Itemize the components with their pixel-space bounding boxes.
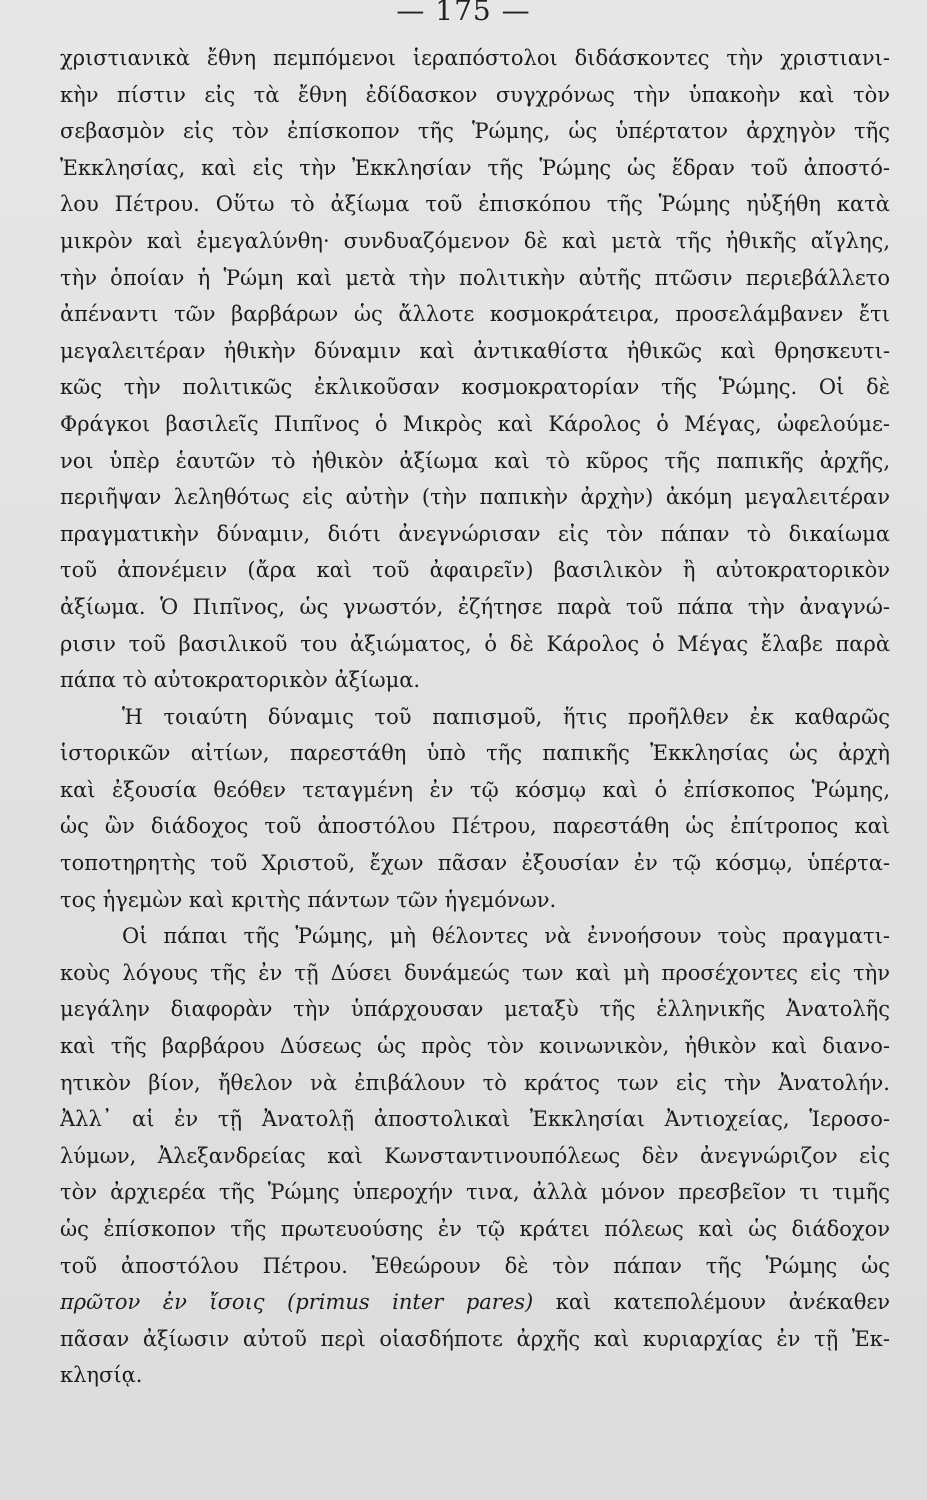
text-line: τὴν ὁποίαν ἡ Ῥώμη καὶ μετὰ τὴν πολιτικὴν αὐτῆς πτῶσιν περιεβάλλετο (60, 265, 890, 290)
text-line: Ἡ τοιαύτη δύναμις τοῦ παπισμοῦ, ἥτις προῆλθεν ἐκ καθαρῶς (122, 704, 890, 729)
text-line: καὶ ἐξουσία θεόθεν τεταγμένη ἐν τῷ κόσμῳ καὶ ὁ ἐπίσκοπος Ῥώμης, (60, 777, 890, 802)
text-line: πᾶσαν ἀξίωσιν αὐτοῦ περὶ οἱασδήποτε ἀρχῆς καὶ κυριαρχίας ἐν τῇ Ἐκ- (60, 1326, 890, 1351)
text-line: τοῦ ἀποστόλου Πέτρου. Ἐθεώρουν δὲ τὸν πάπαν τῆς Ῥώμης ὡς (60, 1253, 890, 1278)
text-line: ἱστορικῶν αἰτίων, παρεστάθη ὑπὸ τῆς παπικῆς Ἐκκλησίας ὡς ἀρχὴ (60, 741, 890, 766)
text-line: Φράγκοι βασιλεῖς Πιπῖνος ὁ Μικρὸς καὶ Κάρολος ὁ Μέγας, ὠφελούμε- (60, 411, 890, 436)
text-line: Οἱ πάπαι τῆς Ῥώμης, μὴ θέλοντες νὰ ἐννοήσουν τοὺς πραγματι- (122, 924, 890, 949)
text-line: Ἐκκλησίας, καὶ εἰς τὴν Ἐκκλησίαν τῆς Ῥώμης ὡς ἕδραν τοῦ ἀποστό- (60, 155, 890, 180)
text-line: τοῦ ἀπονέμειν (ἄρα καὶ τοῦ ἀφαιρεῖν) βασιλικὸν ἢ αὐτοκρατορικὸν (60, 558, 890, 583)
page-number: — 175 — (396, 0, 531, 27)
text-line: κὴν πίστιν εἰς τὰ ἔθνη ἐδίδασκον συγχρόνως τὴν ὑπακοὴν καὶ τὸν (60, 82, 890, 107)
text-line: μεγάλην διαφορὰν τὴν ὑπάρχουσαν μεταξὺ τῆς ἑλληνικῆς Ἀνατολῆς (60, 997, 890, 1022)
text-line: κῶς τὴν πολιτικῶς ἐκλικοῦσαν κοσμοκρατορίαν τῆς Ῥώμης. Οἱ δὲ (60, 375, 890, 400)
text-line: ρισιν τοῦ βασιλικοῦ του ἀξιώματος, ὁ δὲ Κάρολος ὁ Μέγας ἔλαβε παρὰ (60, 631, 890, 656)
text-line: τος ἡγεμὼν καὶ κριτὴς πάντων τῶν ἡγεμόνων. (60, 887, 557, 912)
text-line: λου Πέτρου. Οὕτω τὸ ἀξίωμα τοῦ ἐπισκόπου τῆς Ῥώμης ηὐξήθη κατὰ (60, 192, 890, 217)
text-line: πάπα τὸ αὐτοκρατορικὸν ἀξίωμα. (60, 668, 421, 693)
text-line: ἀξίωμα. Ὁ Πιπῖνος, ὡς γνωστόν, ἐζήτησε παρὰ τοῦ πάπα τὴν ἀναγνώ- (60, 594, 890, 619)
text-line: καὶ τῆς βαρβάρου Δύσεως ὡς πρὸς τὸν κοινωνικὸν, ἠθικὸν καὶ διανο- (60, 1034, 890, 1059)
text-line: Ἀλλ᾽ αἱ ἐν τῇ Ἀνατολῇ ἀποστολικαὶ Ἐκκλησίαι Ἀντιοχείας, Ἱεροσο- (60, 1107, 890, 1132)
text-line: τοποτηρητὴς τοῦ Χριστοῦ, ἔχων πᾶσαν ἐξουσίαν ἐν τῷ κόσμῳ, ὑπέρτα- (60, 851, 890, 876)
text-line: τὸν ἀρχιερέα τῆς Ῥώμης ὑπεροχήν τινα, ἀλλὰ μόνον πρεσβεῖον τι τιμῆς (60, 1180, 890, 1205)
text-line: σεβασμὸν εἰς τὸν ἐπίσκοπον τῆς Ῥώμης, ὡς ὑπέρτατον ἀρχηγὸν τῆς (60, 119, 890, 144)
text-line: ὡς ὢν διάδοχος τοῦ ἀποστόλου Πέτρου, παρεστάθη ὡς ἐπίτροπος καὶ (60, 814, 890, 839)
text-line: πραγματικὴν δύναμιν, διότι ἀνεγνώρισαν εἰς τὸν πάπαν τὸ δικαίωμα (60, 521, 890, 546)
text-line: νοι ὑπὲρ ἑαυτῶν τὸ ἠθικὸν ἀξίωμα καὶ τὸ κῦρος τῆς παπικῆς ἀρχῆς, (60, 448, 890, 473)
text-line: κλησίᾳ. (60, 1363, 143, 1388)
text-line: ὡς ἐπίσκοπον τῆς πρωτευούσης ἐν τῷ κράτει πόλεως καὶ ὡς διάδοχον (60, 1217, 890, 1241)
text-line: μεγαλειτέραν ἠθικὴν δύναμιν καὶ ἀντικαθίστα ἠθικῶς καὶ θρησκευτι- (60, 338, 890, 363)
text-line: ητικὸν βίον, ἤθελον νὰ ἐπιβάλουν τὸ κράτος των εἰς τὴν Ἀνατολήν. (60, 1070, 890, 1095)
text-line: λύμων, Ἀλεξανδρείας καὶ Κωνσταντινουπόλεως δὲν ἀνεγνώριζον εἰς (60, 1143, 890, 1168)
text-line: πρῶτον ἐν ἴσοις (primus inter pares) καὶ κατεπολέμουν ἀνέκαθεν (60, 1290, 890, 1315)
text-line: χριστιανικὰ ἔθνη πεμπόμενοι ἱεραπόστολοι διδάσκοντες τὴν χριστιανι- (60, 46, 890, 70)
text-line: κοὺς λόγους τῆς ἐν τῇ Δύσει δυνάμεώς των καὶ μὴ προσέχοντες εἰς τὴν (60, 960, 890, 985)
text-line: μικρὸν καὶ ἐμεγαλύνθη· συνδυαζόμενον δὲ καὶ μετὰ τῆς ἠθικῆς αἴγλης, (60, 228, 890, 253)
text-line: περιῆψαν λεληθότως εἰς αὐτὴν (τὴν παπικὴν ἀρχὴν) ἀκόμη μεγαλειτέραν (60, 485, 890, 510)
text-line: ἀπέναντι τῶν βαρβάρων ὡς ἄλλοτε κοσμοκράτειρα, προσελάμβανεν ἔτι (60, 302, 890, 327)
body-text (60, 40, 890, 1394)
